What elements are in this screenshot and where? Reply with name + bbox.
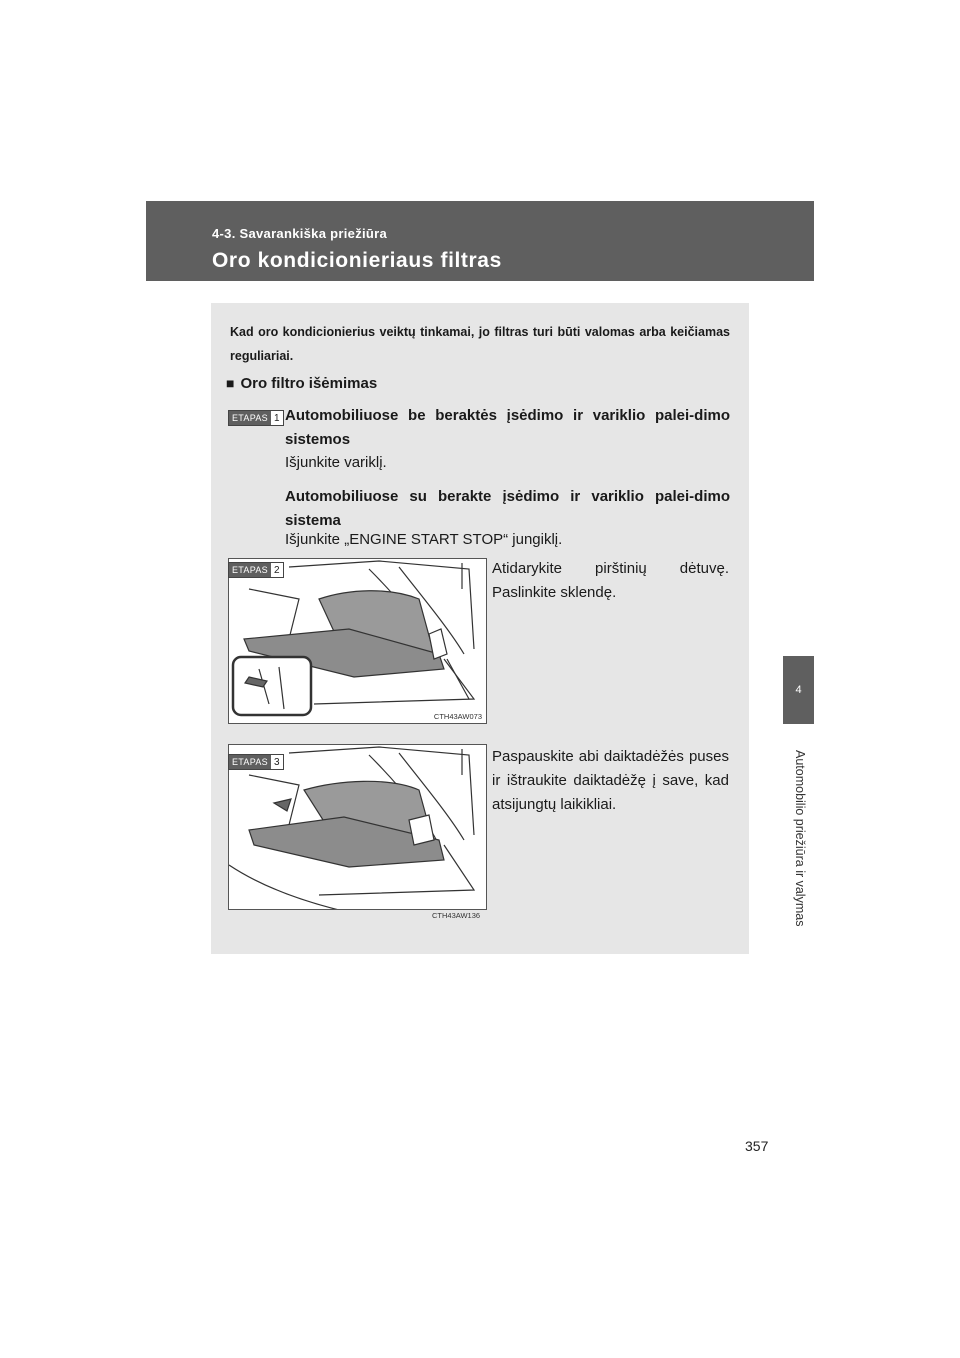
step-badge-label: ETAPAS	[229, 411, 271, 425]
step-1-heading-b: Automobiliuose su berakte įsėdimo ir variklio palei-dimo sistema	[285, 488, 730, 529]
step-1-text-b: Išjunkite „ENGINE START STOP“ jungiklį.	[285, 531, 563, 548]
chapter-number: 4	[795, 684, 802, 696]
step-2-figure	[228, 558, 487, 724]
intro-text: Kad oro kondicionierius veiktų tinkamai, jo filtras turi būti valomas arba keičiamas reguliariai.	[230, 325, 730, 363]
step-badge-number: 2	[273, 564, 280, 576]
subheading	[226, 375, 377, 392]
page-title: Oro kondicionieriaus filtras	[212, 249, 502, 272]
step-3-text: Paspauskite abi daiktadėžės puses ir ištraukite daiktadėžę į save, kad atsijungtų laikikliai.	[492, 748, 729, 813]
content-box	[211, 303, 749, 954]
chapter-header	[146, 201, 814, 281]
step-2-text: Atidarykite pirštinių dėtuvę. Paslinkite sklendę.	[492, 560, 729, 601]
step-badge-number: 1	[273, 412, 280, 424]
square-bullet-icon: ■	[226, 375, 235, 391]
subheading-text: Oro filtro išėmimas	[240, 375, 378, 392]
section-label: 4-3. Savarankiška priežiūra	[212, 226, 388, 241]
figure-code-step-3: CTH43AW136	[432, 911, 481, 920]
step-2-badge	[228, 562, 284, 578]
step-1-badge	[228, 410, 284, 426]
chapter-tab	[783, 656, 814, 724]
step-3-badge	[228, 754, 284, 770]
step-badge-label: ETAPAS	[229, 563, 271, 577]
glovebox-slide-illustration	[229, 559, 486, 723]
chapter-side-label: Automobilio priežiūra ir valymas	[793, 750, 807, 927]
figure-code: CTH43AW073	[433, 712, 482, 721]
step-badge-label: ETAPAS	[229, 755, 271, 769]
step-1-text-a: Išjunkite variklį.	[285, 454, 387, 471]
step-1-heading-a: Automobiliuose be beraktės įsėdimo ir variklio palei-dimo sistemos	[285, 407, 730, 448]
step-badge-number: 3	[273, 756, 280, 768]
page-number: 357	[745, 1138, 769, 1154]
